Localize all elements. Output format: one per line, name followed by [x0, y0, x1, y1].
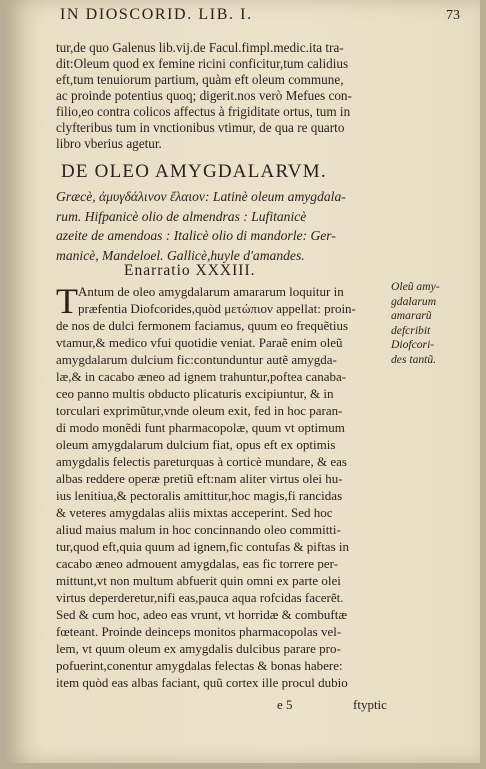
text-line: libro vberius agetur. — [56, 136, 162, 151]
vernacular-names — [56, 187, 406, 265]
signature-mark: e 5 — [277, 697, 293, 712]
text-line: læ,& in cacabo æneo ad ignem trahuntur,poftea canaba- — [56, 369, 347, 384]
text-line: ac proinde potentius quoq; digerit.nos verò Mefues con- — [56, 88, 352, 103]
main-paragraph — [56, 283, 401, 691]
text-line: ceo panno multis obducto plicaturis excipiuntur, & in — [56, 386, 334, 401]
intro-paragraph — [56, 40, 401, 152]
margin-note-line: gdalarum — [391, 294, 437, 308]
names-line: azeite de amendoas : Italicè olio di mandorle: Ger- — [56, 228, 336, 243]
text-line: præfentia Diofcorides,quòd μετώπιον appellat: proin- — [78, 301, 356, 316]
text-line: clyfteribus tum in vnctionibus vtimur, de qua re quarto — [56, 120, 345, 135]
text-line: di modo monẽdi funt pharmacopolæ, quum vt optimum — [56, 420, 345, 435]
text-line: item quòd eas albas faciant, quũ cortex ille procul dubio — [56, 675, 348, 690]
text-line: torculari exprimũtur,vnde oleum exit, fed in hoc paran- — [56, 403, 343, 418]
running-head: IN DIOSCORID. LIB. I. — [60, 6, 253, 23]
text-line: albas reddere operæ pretiũ eft:nam aliter virtus olei hu- — [56, 471, 343, 486]
text-line: tur,quod eft,quia quum ad ignem,fic contufas & piftas in — [56, 539, 349, 554]
text-line: vtamur,& medico vfui quotidie veniat. Paraẽ enim oleũ — [56, 335, 343, 350]
catchword: ftyptic — [353, 697, 387, 712]
margin-note-line: Diofcori- — [391, 338, 435, 351]
text-line: amygdalis felectis pareturquas à corticè mundare, & eas — [56, 454, 347, 469]
text-line: mittunt,vt non multum abfuerit quin omni ex parte olei — [56, 573, 341, 588]
text-line: Antum de oleo amygdalarum amararum loquitur in — [78, 284, 344, 299]
book-page — [6, 0, 480, 763]
text-line: cacabo æneo admouent amygdalas, eas fic torrere per- — [56, 556, 338, 571]
text-line: filio,eo contra colicos affectus à frigiditate ortus, tum in — [56, 104, 351, 119]
names-line: rum. Hifpanicè olio de almendras : Lufitanicè — [56, 208, 307, 224]
drop-cap: T — [56, 281, 78, 321]
text-line: ius lenitiua,& pectoralis amittitur,hoc magis,fi rancidas — [56, 488, 343, 503]
enarratio-heading: Enarratio XXXIII. — [124, 262, 256, 279]
text-line: Sed & cum hoc, adeo eas vrunt, vt horridæ & combuftæ — [56, 607, 348, 622]
text-line: & veteres amygdalas aliis mixtas acceperint. Sed hoc — [56, 505, 333, 520]
text-line: pofuerint,conentur amygdalas felectas & bonas habere: — [56, 658, 343, 673]
text-line: eft,tum tenuiorum partium, quàm eft oleum commune, — [56, 72, 344, 87]
text-line: lem, vt quum oleum ex amygdalis dulcibus parare pro- — [56, 641, 341, 656]
text-line: aliud maius malum in hoc concinnando oleo committi- — [56, 522, 341, 537]
text-line: amygdalarum dulcium fic:contunduntur autẽ amygda- — [56, 352, 337, 367]
section-title: DE OLEO AMYGDALARVM. — [61, 161, 327, 182]
text-line: de nos de dulci fermonem faciamus, quum eo frequẽtius — [56, 318, 349, 333]
page-number: 73 — [446, 8, 460, 23]
text-line: tur,de quo Galenus lib.vij.de Facul.fimpl.medic.ita tra- — [56, 40, 344, 55]
text-line: virtus deperderetur,nifi eas,pauca aqua rofcidas facerẽt. — [56, 590, 344, 605]
names-line: manicè, Mandeloel. Gallicè,huyle d'amandes. — [56, 247, 305, 263]
text-line: dit:Oleum quod ex femine ricini conficitur,tum calidius — [56, 56, 349, 71]
margin-note — [391, 280, 471, 367]
margin-note-line: Oleũ amy- — [391, 280, 440, 293]
margin-note-line: des tantũ. — [391, 352, 437, 366]
page-header — [60, 6, 460, 28]
names-line: Græcè, ἀμυγδάλινον ἔλαιον: Latinè oleum amygdala- — [56, 189, 346, 204]
margin-note-line: amararũ — [391, 309, 432, 322]
text-line: oleum amygdalarum dulcium fiat, opus eft ex optimis — [56, 437, 336, 452]
margin-note-line: defcribit — [391, 323, 431, 337]
text-line: fœteant. Proinde deinceps monitos pharmacopolas vel- — [56, 624, 342, 639]
